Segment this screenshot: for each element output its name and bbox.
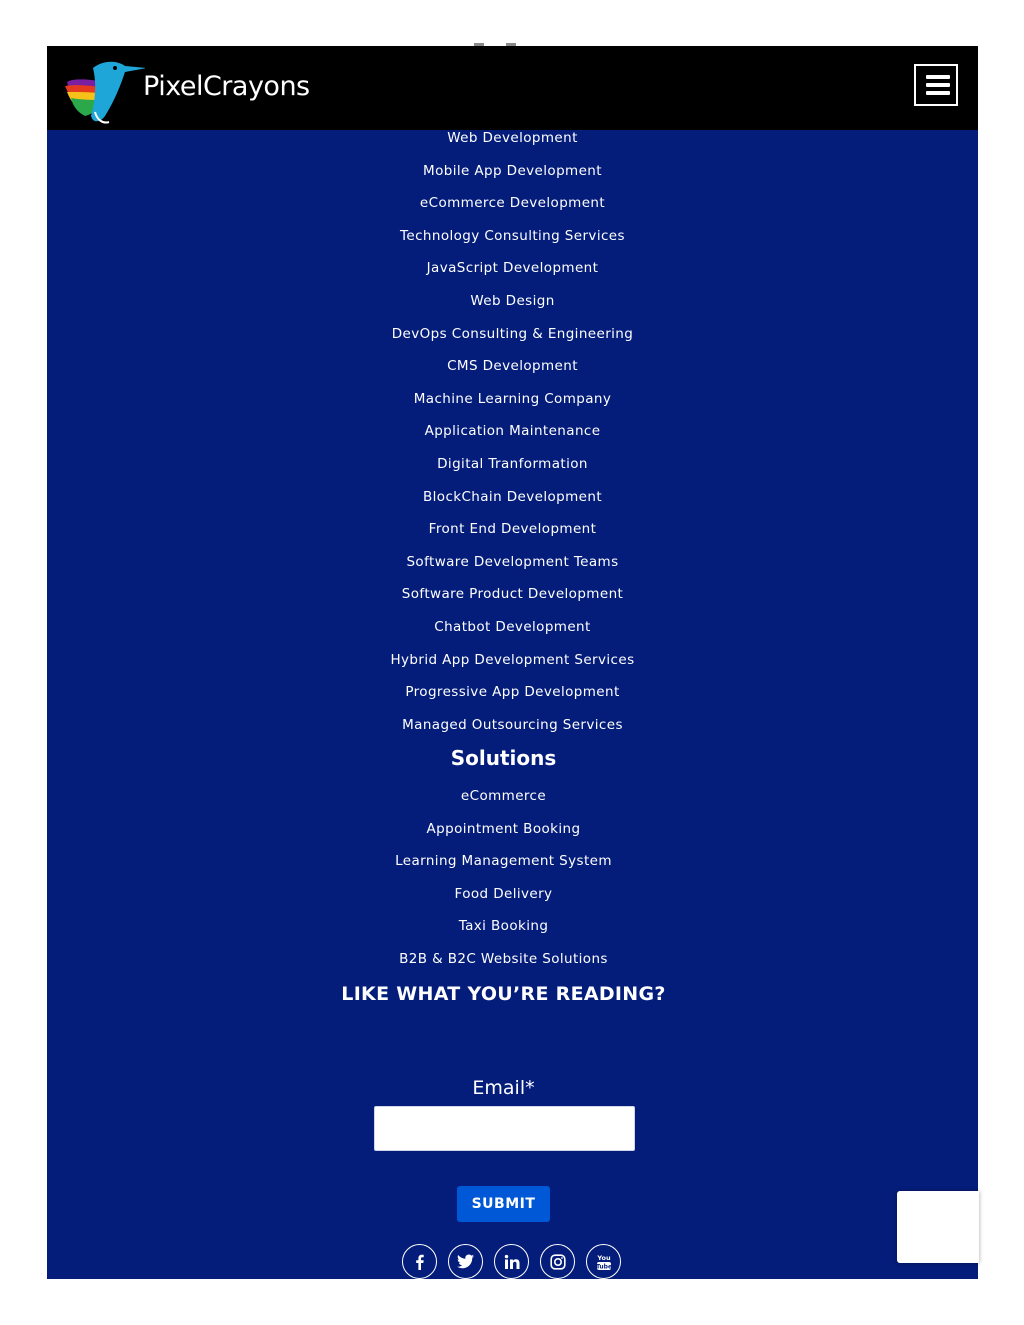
service-link[interactable]: Software Product Development xyxy=(401,586,624,603)
solution-link[interactable]: Food Delivery xyxy=(454,885,553,902)
service-link[interactable]: Web Development xyxy=(447,130,578,146)
hummingbird-logo-icon xyxy=(63,52,145,126)
twitter-link[interactable] xyxy=(448,1244,483,1279)
email-field[interactable] xyxy=(374,1106,635,1151)
service-link[interactable]: Application Maintenance xyxy=(424,423,601,440)
logo[interactable] xyxy=(63,52,323,126)
recaptcha-badge[interactable] xyxy=(897,1191,979,1263)
hamburger-menu-button[interactable] xyxy=(914,64,958,106)
service-link[interactable]: JavaScript Development xyxy=(426,260,599,277)
service-link[interactable]: Machine Learning Company xyxy=(413,390,612,407)
solutions-heading: Solutions xyxy=(450,746,557,770)
instagram-link[interactable] xyxy=(540,1244,575,1279)
solution-link[interactable]: eCommerce xyxy=(460,788,547,804)
service-link[interactable]: Web Design xyxy=(470,292,555,309)
hamburger-line xyxy=(926,75,950,79)
svg-text:Tube: Tube xyxy=(595,1263,612,1270)
service-link[interactable]: Software Development Teams xyxy=(406,553,619,570)
youtube-icon xyxy=(596,1253,612,1271)
youtube-link[interactable] xyxy=(586,1244,621,1279)
solution-link[interactable]: Learning Management System xyxy=(395,853,612,870)
service-link[interactable]: Mobile App Development xyxy=(423,162,602,179)
service-link[interactable]: Digital Tranformation xyxy=(437,455,588,472)
site-header xyxy=(47,46,978,130)
facebook-icon xyxy=(412,1254,428,1270)
svg-text:You: You xyxy=(596,1253,611,1262)
brand-name: PixelCrayons xyxy=(143,71,310,102)
services-menu xyxy=(47,122,978,741)
hamburger-line xyxy=(926,91,950,95)
service-link[interactable]: Progressive App Development xyxy=(405,684,620,701)
facebook-link[interactable] xyxy=(402,1244,437,1279)
linkedin-icon xyxy=(504,1254,520,1270)
service-link[interactable]: Technology Consulting Services xyxy=(400,227,625,244)
instagram-icon xyxy=(550,1254,566,1270)
solution-link[interactable]: Appointment Booking xyxy=(426,820,581,837)
linkedin-link[interactable] xyxy=(494,1244,529,1279)
service-link[interactable]: eCommerce Development xyxy=(419,195,606,212)
service-link[interactable]: Chatbot Development xyxy=(434,618,591,635)
solutions-menu xyxy=(47,780,960,976)
hamburger-line xyxy=(926,83,950,87)
service-link[interactable]: Front End Development xyxy=(428,521,597,538)
service-link[interactable]: CMS Development xyxy=(447,358,578,375)
service-link[interactable]: Managed Outsourcing Services xyxy=(402,716,623,733)
page xyxy=(47,46,978,1279)
service-link[interactable]: DevOps Consulting & Engineering xyxy=(391,325,634,342)
cropped-text-fragment xyxy=(470,36,520,46)
service-link[interactable]: BlockChain Development xyxy=(422,488,603,505)
email-label: Email* xyxy=(472,1077,535,1099)
twitter-icon xyxy=(457,1254,474,1269)
submit-button[interactable]: SUBMIT xyxy=(457,1186,550,1222)
solution-link[interactable]: B2B & B2C Website Solutions xyxy=(399,950,608,967)
service-link[interactable]: Hybrid App Development Services xyxy=(390,651,635,668)
social-links xyxy=(402,1244,621,1279)
solution-link[interactable]: Taxi Booking xyxy=(458,918,549,935)
newsletter-heading: LIKE WHAT YOU’RE READING? xyxy=(341,983,666,1005)
